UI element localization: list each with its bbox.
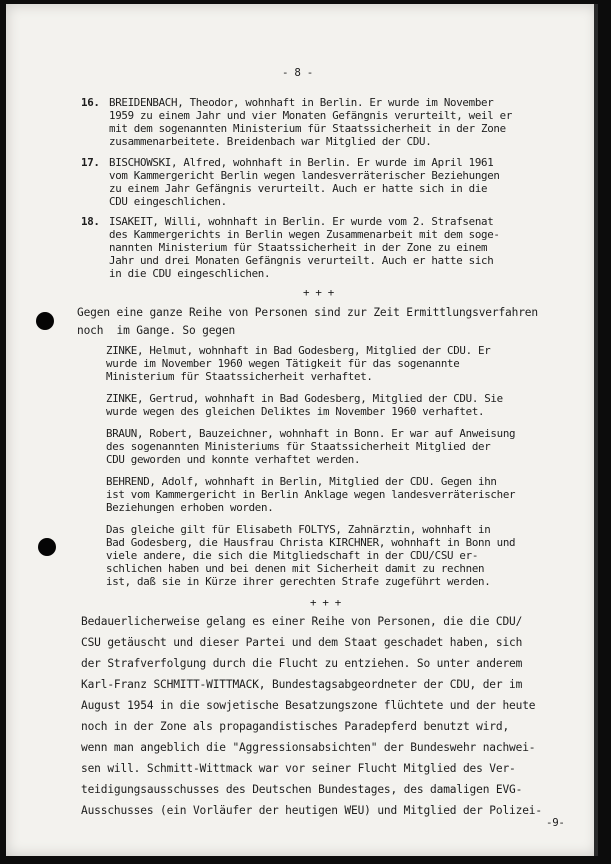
body-line: wenn man angeblich die "Aggressionsabsichten" der Bundeswehr nachwei- [81,741,536,754]
section-separator: + + + [303,286,335,299]
entry-line: ISAKEIT, Willi, wohnhaft in Berlin. Er wurde vom 2. Strafsenat [109,215,494,228]
case-line: wurde im November 1960 wegen Tätigkeit für das sogenannte [106,357,460,370]
next-page-number: -9- [546,816,565,829]
entry-line: BISCHOWSKI, Alfred, wohnhaft in Berlin. Er wurde im April 1961 [109,156,494,169]
body-line: Karl-Franz SCHMITT-WITTMACK, Bundestagsabgeordneter der CDU, der im [81,678,523,691]
body-line: Ausschusses (ein Vorläufer der heutigen WEU) und Mitglied der Polizei- [81,804,542,817]
case-line: viele andere, die sich die Mitgliedschaft in der CDU/CSU er- [106,549,479,562]
entry-line: des Kammergerichts in Berlin wegen Zusammenarbeit mit dem soge- [109,228,500,241]
case-line: ZINKE, Gertrud, wohnhaft in Bad Godesberg, Mitglied der CDU. Sie [106,392,503,405]
case-line: BRAUN, Robert, Bauzeichner, wohnhaft in Bonn. Er war auf Anweisung [106,427,516,440]
entry-line: Jahr und drei Monaten Gefängnis verurteilt. Auch er hatte sich [109,254,494,267]
entry-line: zusammenarbeitete. Breidenbach war Mitglied der CDU. [109,135,432,148]
entry-line: mit dem sogenannten Ministerium für Staatssicherheit in der Zone [109,122,506,135]
section-separator: + + + [310,596,342,609]
entry-number: 16. [81,96,100,109]
entry-number: 17. [81,156,100,169]
body-line: noch in der Zone als propagandistisches Paradepferd benutzt wird, [81,720,510,733]
case-line: des sogenannten Ministeriums für Staatssicherheit Mitglied der [106,440,491,453]
document-page [6,4,598,856]
case-line: Ministerium für Staatssicherheit verhaftet. [106,370,373,383]
punch-hole-bottom [38,538,56,556]
punch-hole-top [36,312,54,330]
entry-number: 18. [81,215,100,228]
case-line: BEHREND, Adolf, wohnhaft in Berlin, Mitglied der CDU. Gegen ihn [106,475,497,488]
case-line: Das gleiche gilt für Elisabeth FOLTYS, Zahnärztin, wohnhaft in [106,523,491,536]
case-line: schlichen haben und bei denen mit Sicherheit damit zu rechnen [106,562,485,575]
body-line: der Strafverfolgung durch die Flucht zu entziehen. So unter anderem [81,657,523,670]
body-line: teidigungsausschusses des Deutschen Bundestages, des damaligen EVG- [81,783,523,796]
body-line: August 1954 in die sowjetische Besatzungszone flüchtete und der heute [81,699,536,712]
entry-line: CDU eingeschlichen. [109,195,227,208]
intro-line: noch im Gange. So gegen [77,324,236,337]
case-line: ist vom Kammergericht in Berlin Anklage wegen landesverräterischer [106,488,516,501]
body-line: CSU getäuscht und dieser Partei und dem Staat geschadet haben, sich [81,636,523,649]
entry-line: vom Kammergericht Berlin wegen landesverräterischer Beziehungen [109,169,500,182]
case-line: CDU geworden und konnte verhaftet werden. [106,453,361,466]
entry-line: zu einem Jahr Gefängnis verurteilt. Auch er hatte sich in die [109,182,488,195]
entry-line: in die CDU eingeschlichen. [109,267,271,280]
body-line: Bedauerlicherweise gelang es einer Reihe von Personen, die die CDU/ [81,615,523,628]
body-line: sen will. Schmitt-Wittmack war vor seiner Flucht Mitglied des Ver- [81,762,516,775]
intro-line: Gegen eine ganze Reihe von Personen sind zur Zeit Ermittlungsverfahren [77,306,538,319]
entry-line: BREIDENBACH, Theodor, wohnhaft in Berlin. Er wurde im November [109,96,494,109]
case-line: Bad Godesberg, die Hausfrau Christa KIRCHNER, wohnhaft in Bonn und [106,536,516,549]
entry-line: nannten Ministerium für Staatssicherheit in der Zone zu einem [109,241,488,254]
case-line: ist, daß sie in Kürze ihrer gerechten Strafe zugeführt werden. [106,575,491,588]
case-line: ZINKE, Helmut, wohnhaft in Bad Godesberg, Mitglied der CDU. Er [106,344,491,357]
page-number: - 8 - [282,66,314,79]
case-line: wurde wegen des gleichen Deliktes im November 1960 verhaftet. [106,405,485,418]
case-line: Beziehungen erhoben worden. [106,501,274,514]
entry-line: 1959 zu einem Jahr und vier Monaten Gefängnis verurteilt, weil er [109,109,513,122]
